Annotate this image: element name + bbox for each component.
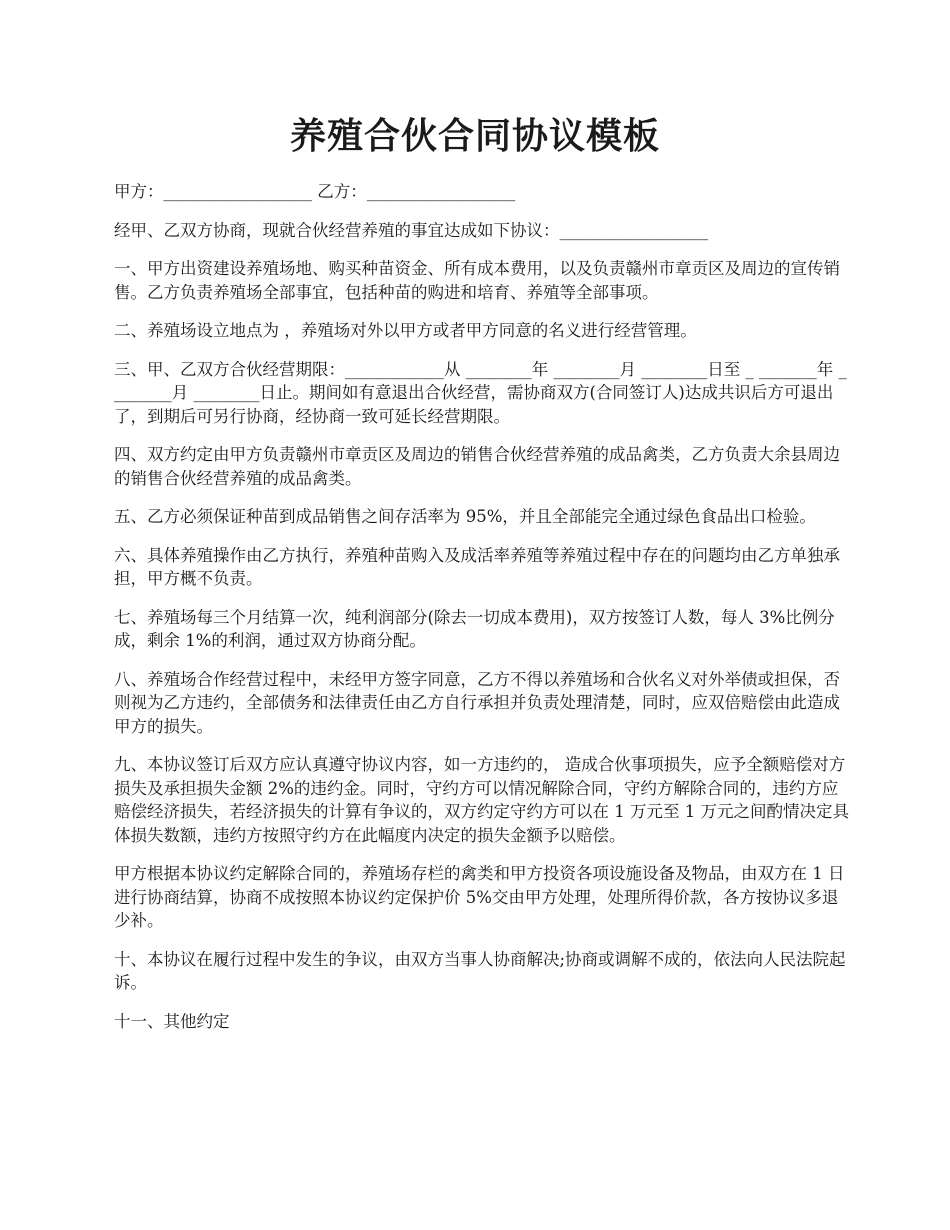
clause-10-paragraph: 十、本协议在履行过程中发生的争议，由双方当事人协商解决;协商或调解不成的，依法向人民法院起诉。 — [114, 949, 846, 992]
clause-4-paragraph: 四、双方约定由甲方负责赣州市章贡区及周边的销售合伙经营养殖的成品禽类，乙方负责大余县周边的销售合伙经营养殖的成品禽类。 — [114, 445, 840, 488]
parties-line: 甲方：__________________ 乙方：__________________ — [114, 182, 516, 201]
termination-paragraph: 甲方根据本协议约定解除合同的，养殖场存栏的禽类和甲方投资各项设施设备及物品，由双方在 1 日进行协商结算，协商不成按照本协议约定保护价 5%交由甲方处理，处理所得价款，各方按协议多退少补。 — [114, 864, 845, 930]
clause-6-paragraph: 六、具体养殖操作由乙方执行，养殖种苗购入及成活率养殖等养殖过程中存在的问题均由乙方单独承担，甲方概不负责。 — [114, 545, 840, 588]
clause-11-paragraph: 十一、其他约定 — [114, 1011, 230, 1031]
document-title: 养殖合伙合同协议模板 — [289, 115, 660, 157]
clause-9-paragraph: 九、本协议签订后双方应认真遵守协议内容，如一方违约的， 造成合伙事项损失，应予全额赔偿对方损失及承担损失金额 2%的违约金。同时，守约方可以情况解除合同，守约方解除合同的，违约方应赔偿经济损失，若经济损失的计算有争议的，双方约定守约方可以在 1 万元至 1 万元之间酌情决定具体损失数额，违约方按照守约方在此幅度内决定的损失金额予以赔偿。 — [114, 755, 849, 845]
clause-2-paragraph: 二、养殖场设立地点为 ，养殖场对外以甲方或者甲方同意的名义进行经营管理。 — [114, 321, 697, 340]
clause-8-paragraph: 八、养殖场合作经营过程中，未经甲方签字同意，乙方不得以养殖场和合伙名义对外举债或担保，否则视为乙方违约，全部债务和法律责任由乙方自行承担并负责处理清楚，同时，应双倍赔偿由此造成甲方的损失。 — [114, 669, 840, 736]
clause-7-paragraph: 七、养殖场每三个月结算一次，纯利润部分(除去一切成本费用)，双方按签订人数，每人 3%比例分成，剩余 1%的利润，通过双方协商分配。 — [114, 607, 835, 650]
clause-3-paragraph: 三、甲、乙双方合伙经营期限：____________从 ________年 ________月 ________日至 _ _______年 ________月 ________日止。期间如有意退出合伙经营，需协商双方(合同签订人)达成共识后方可退出了，到期后可另行协商，经协商一致可延长经营期限。 — [114, 359, 847, 426]
preamble-paragraph: 经甲、乙双方协商，现就合伙经营养殖的事宜达成如下协议：__________________ — [114, 220, 708, 240]
clause-1-paragraph: 一、甲方出资建设养殖场地、购买种苗资金、所有成本费用，以及负责赣州市章贡区及周边的宣传销售。乙方负责养殖场全部事宜，包括种苗的购进和培育、养殖等全部事项。 — [114, 259, 840, 302]
clause-5-paragraph: 五、乙方必须保证种苗到成品销售之间存活率为 95%，并且全部能完全通过绿色食品出口检验。 — [114, 507, 816, 526]
document-body — [114, 180, 850, 1048]
